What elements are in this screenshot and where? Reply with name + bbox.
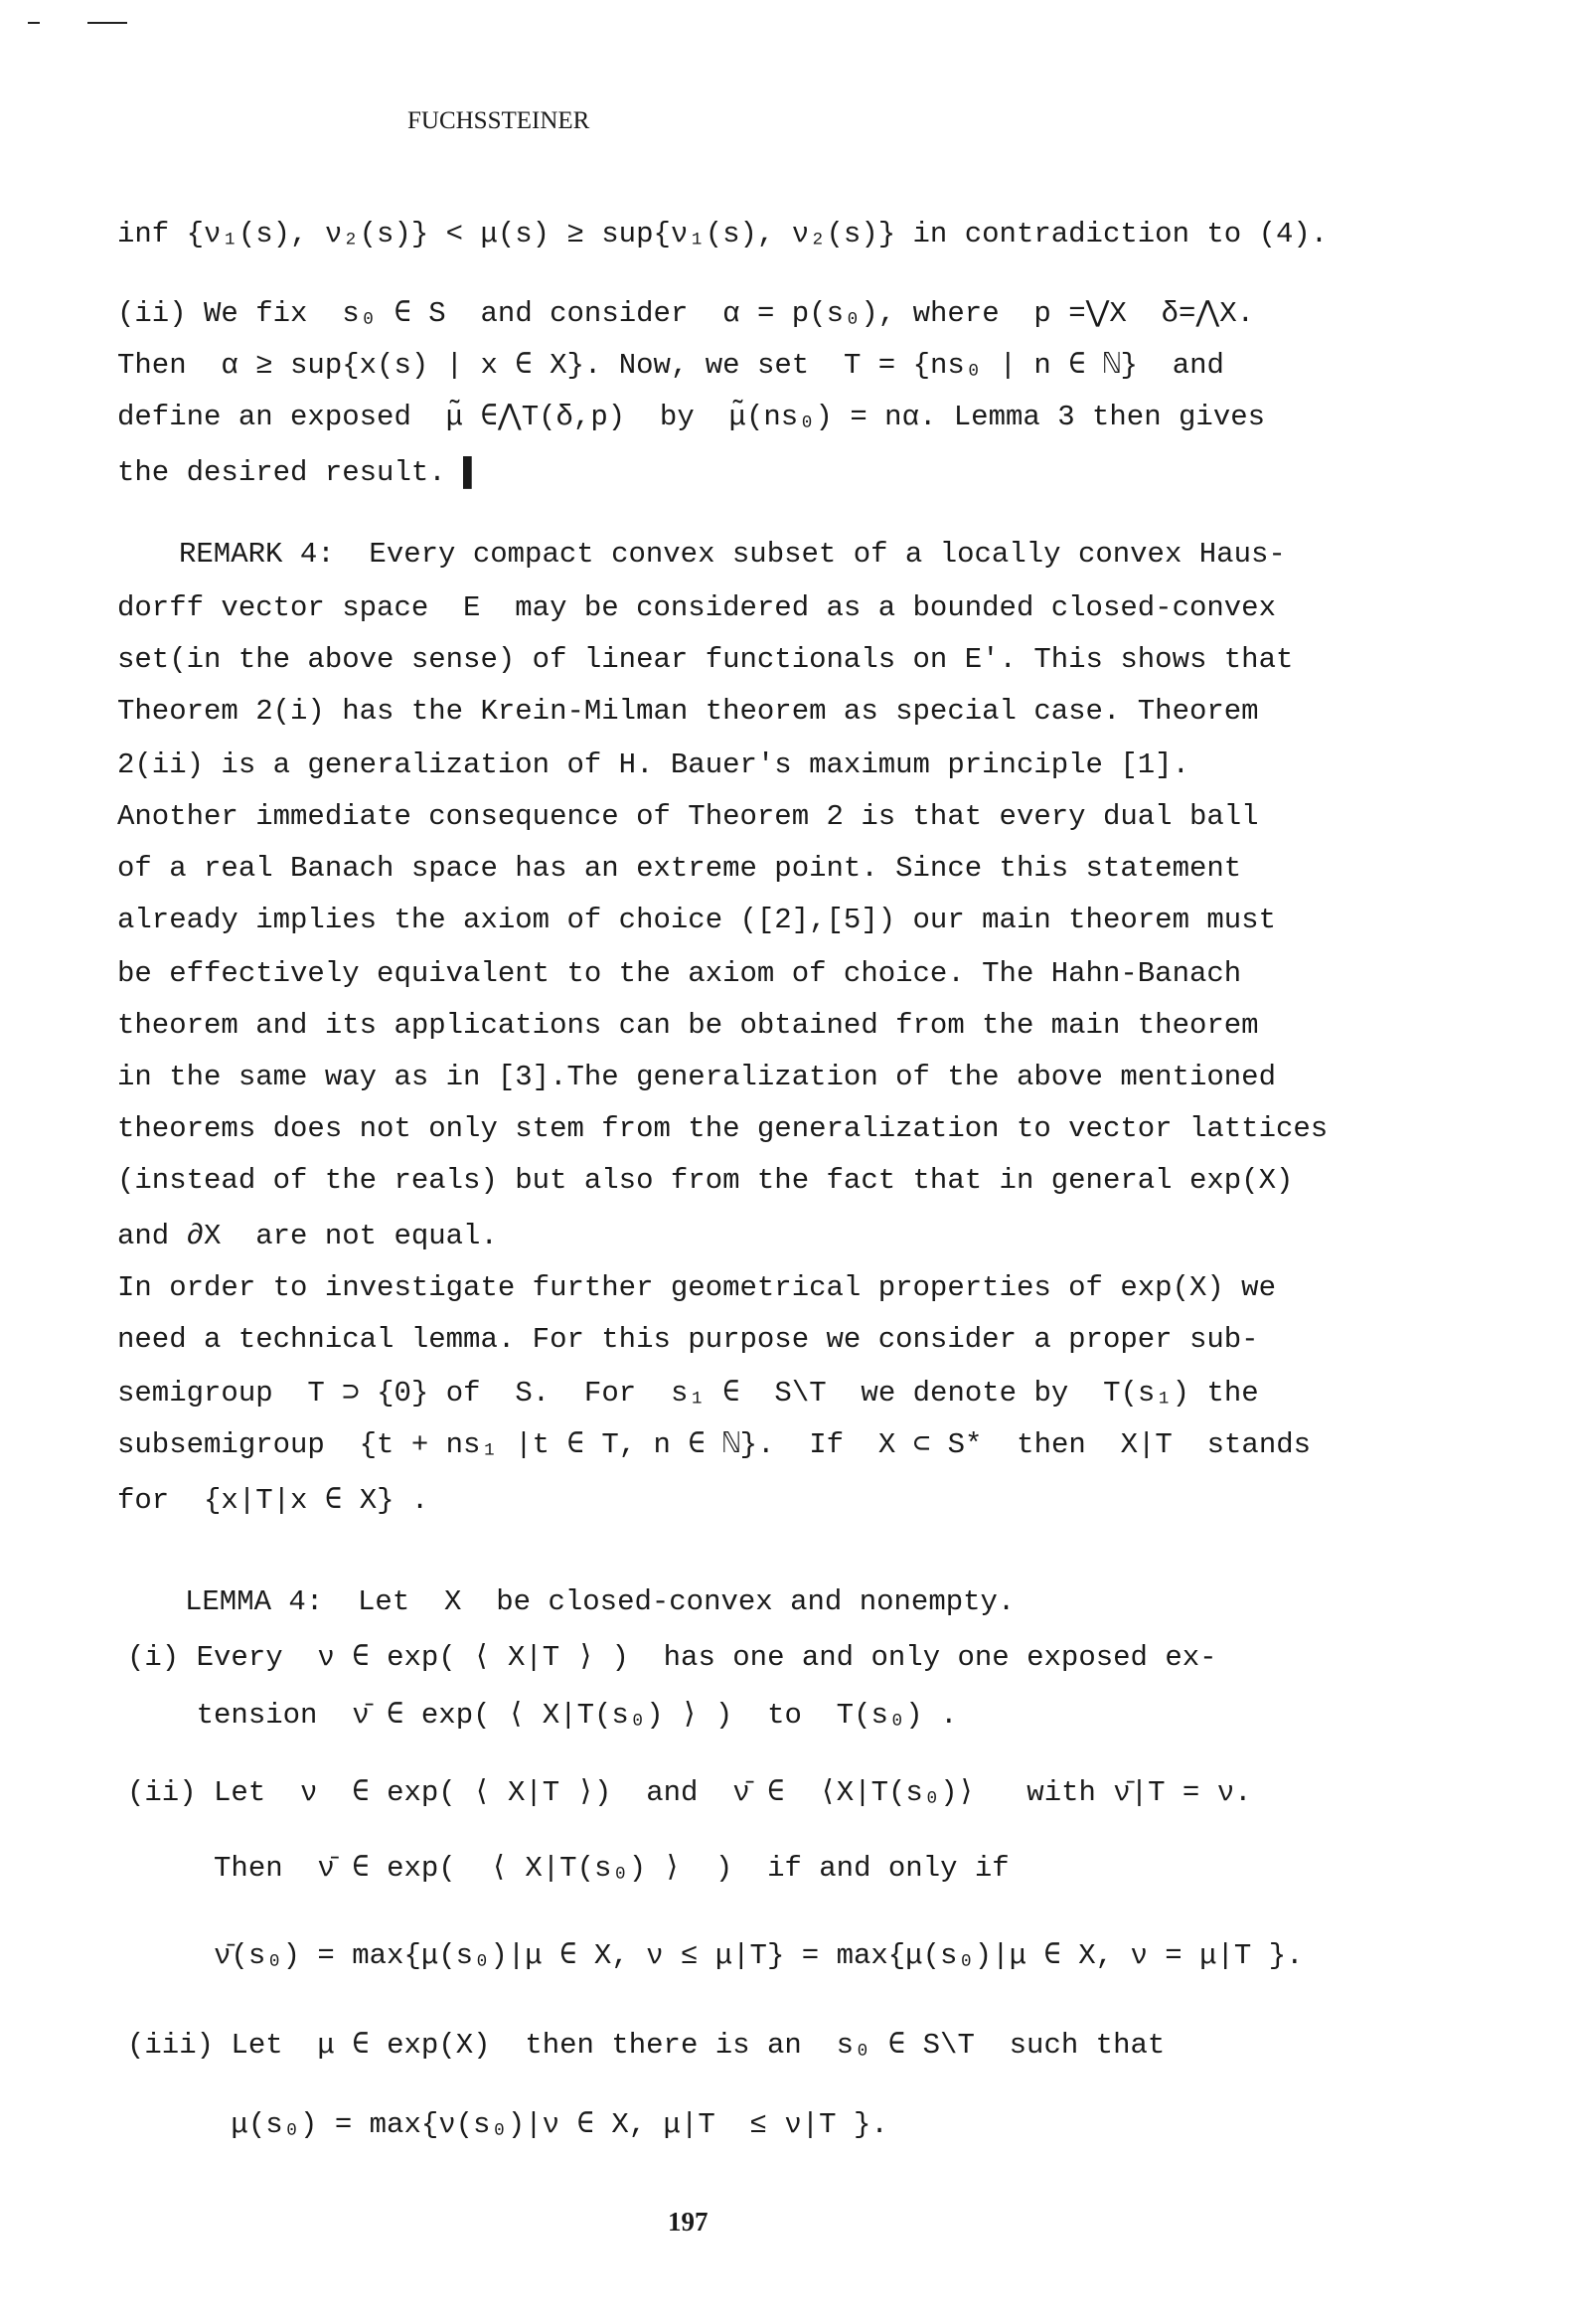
text-line: tension ν̄ ∈ exp( ⟨ X|T(s₀) ⟩ ) to T(s₀) . [127, 1699, 958, 1732]
text-line: already implies the axiom of choice ([2],[5]) our main theorem must [117, 904, 1276, 936]
text-line: Then ν̄ ∈ exp( ⟨ X|T(s₀) ⟩ ) if and only if [127, 1852, 1010, 1885]
text-line: In order to investigate further geometrical properties of exp(X) we [117, 1271, 1276, 1304]
text-line: be effectively equivalent to the axiom of choice. The Hahn-Banach [117, 957, 1242, 990]
text-line: semigroup T ⊃ {0} of S. For s₁ ∈ S\T we denote by T(s₁) the [117, 1377, 1259, 1410]
text-line: subsemigroup {t + ns₁ |t ∈ T, n ∈ ℕ}. If X ⊂ S* then X|T stands [117, 1428, 1312, 1461]
running-header: FUCHSSTEINER [407, 107, 590, 134]
text-line: Another immediate consequence of Theorem 2 is that every dual ball [117, 800, 1259, 833]
text-line: Then α ≥ sup{x(s) | x ∈ X}. Now, we set T = {ns₀ | n ∈ ℕ} and [117, 349, 1224, 382]
text-line: Theorem 2(i) has the Krein-Milman theorem as special case. Theorem [117, 695, 1259, 728]
text-line: (ii) We fix s₀ ∈ S and consider α = p(s₀), where p =⋁X δ=⋀X. [117, 297, 1255, 330]
text-line: set(in the above sense) of linear functionals on E'. This shows that [117, 643, 1294, 676]
text-line: the desired result. ▌ [117, 456, 481, 489]
text-line: inf {ν₁(s), ν₂(s)} < μ(s) ≥ sup{ν₁(s), ν₂(s)} in contradiction to (4). [117, 218, 1329, 250]
text-line: need a technical lemma. For this purpose we consider a proper sub- [117, 1323, 1259, 1356]
text-line: define an exposed μ̃ ∈⋀T(δ,p) by μ̃(ns₀) = nα. Lemma 3 then gives [117, 401, 1266, 433]
page-number: 197 [668, 2207, 709, 2237]
text-line: 2(ii) is a generalization of H. Bauer's maximum principle [1]. [117, 748, 1189, 781]
text-line: ν̄(s₀) = max{μ(s₀)|μ ∈ X, ν ≤ μ|T} = max{μ(s₀)|μ ∈ X, ν = μ|T }. [127, 1939, 1304, 1972]
text-line: REMARK 4: Every compact convex subset of a locally convex Haus- [179, 538, 1286, 571]
text-line: μ(s₀) = max{ν(s₀)|ν ∈ X, μ|T ≤ ν|T }. [127, 2108, 888, 2141]
text-line: theorems does not only stem from the generalization to vector lattices [117, 1112, 1329, 1145]
text-line: (ii) Let ν ∈ exp( ⟨ X|T ⟩) and ν̄ ∈ ⟨X|T(s₀)⟩ with ν̄|T = ν. [127, 1776, 1252, 1809]
lemma-heading: LEMMA 4: Let X be closed-convex and nonempty. [185, 1585, 1016, 1618]
text-line: of a real Banach space has an extreme point. Since this statement [117, 852, 1242, 885]
text-line: dorff vector space E may be considered as a bounded closed-convex [117, 591, 1276, 624]
text-line: and ∂X are not equal. [117, 1220, 498, 1252]
text-line: (instead of the reals) but also from the fact that in general exp(X) [117, 1164, 1294, 1197]
text-line: theorem and its applications can be obtained from the main theorem [117, 1009, 1259, 1042]
scan-mark [28, 22, 40, 24]
text-line: (iii) Let μ ∈ exp(X) then there is an s₀ ∈ S\T such that [127, 2029, 1166, 2062]
scan-mark [87, 22, 127, 24]
text-line: in the same way as in [3].The generalization of the above mentioned [117, 1061, 1276, 1093]
text-line: (i) Every ν ∈ exp( ⟨ X|T ⟩ ) has one and only one exposed ex- [127, 1641, 1217, 1674]
text-line: for {x|T|x ∈ X} . [117, 1484, 429, 1517]
